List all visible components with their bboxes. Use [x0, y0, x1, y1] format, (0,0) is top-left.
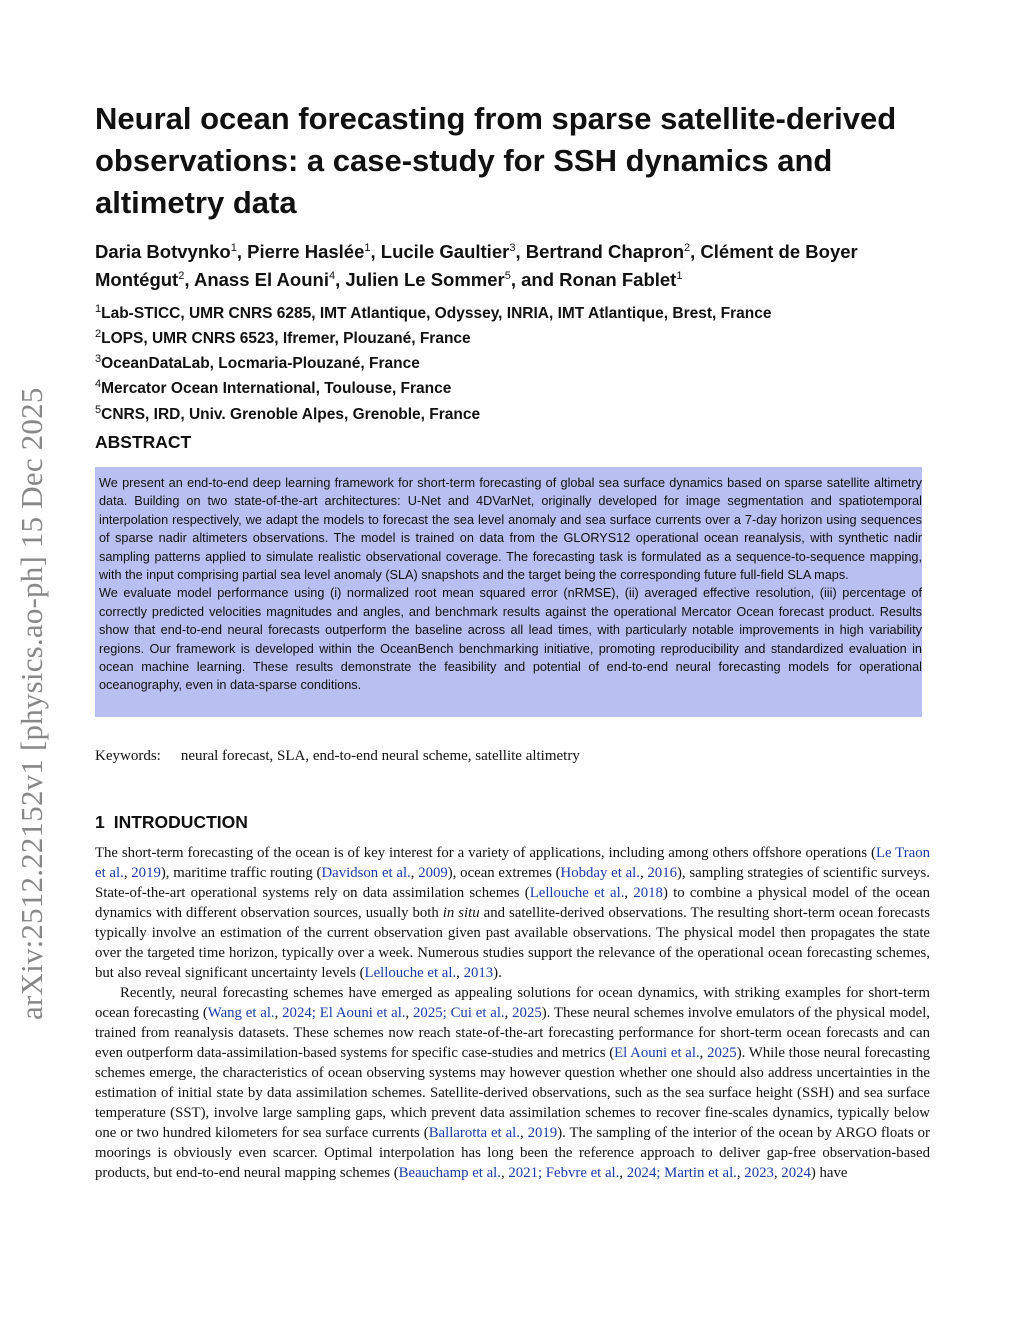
citation-link[interactable]: Martin et al.	[664, 1165, 737, 1181]
citation-link[interactable]: Lellouche et al.	[529, 885, 625, 901]
author-affiliation-mark: 1	[676, 270, 683, 283]
citation-link[interactable]: Hobday et al.	[560, 865, 640, 881]
citation-link[interactable]: ;	[442, 1005, 451, 1021]
keywords-label: Keywords:	[95, 748, 161, 764]
author-affiliation-mark: 2	[684, 242, 691, 254]
author-name: Julien Le Sommer	[345, 269, 505, 291]
author-name: Lucile Gaultier	[380, 241, 510, 263]
citation-link[interactable]: 2019	[131, 865, 161, 881]
citation-link[interactable]: 2019	[527, 1125, 558, 1141]
affiliation-text: Lab-STICC, UMR CNRS 6285, IMT Atlantique, Odyssey, INRIA, IMT Atlantique, Brest, France	[101, 305, 772, 323]
citation-link[interactable]: Cui et al.	[450, 1005, 505, 1021]
section-number: 1	[95, 812, 105, 832]
affiliation-number: 2	[95, 328, 102, 341]
affiliation-item	[95, 349, 935, 374]
citation-link[interactable]: 2024	[626, 1165, 657, 1181]
citation-link[interactable]: ;	[537, 1165, 546, 1181]
citation-link[interactable]: 2025	[707, 1045, 737, 1061]
citation-link[interactable]: 2025	[512, 1005, 542, 1021]
author-name: Clément de Boyer Montégut	[95, 241, 858, 291]
affiliation-text: LOPS, UMR CNRS 6523, Ifremer, Plouzané, France	[101, 330, 471, 348]
author-name: Daria Botvynko	[95, 241, 231, 263]
citation-link[interactable]: Lellouche et al.	[364, 965, 457, 981]
affiliation-text: Mercator Ocean International, Toulouse, France	[101, 380, 452, 398]
author-affiliation-mark: 5	[504, 270, 511, 283]
citation-link[interactable]: Le Traon et al.	[95, 845, 930, 881]
affiliation-number: 3	[95, 353, 102, 366]
citation-link[interactable]: 2021	[508, 1165, 538, 1181]
author-affiliation-mark: 1	[230, 242, 237, 254]
affiliation-list	[95, 299, 935, 425]
citation-link[interactable]: 2025	[413, 1005, 443, 1021]
author-affiliation-mark: 3	[509, 242, 516, 254]
affiliation-item	[95, 324, 935, 349]
citation-link[interactable]: Wang et al.	[207, 1005, 275, 1021]
author-affiliation-mark: 4	[328, 270, 336, 283]
body-paragraph: Recently, neural forecasting schemes have emerged as appealing solutions for ocean dynamics, with striking examples for short-term ocean forecasting (Wang et al., 2024; El Aouni et al., 2025; Cui et al., 2025). These neural schemes involve emulators of the physical model, trained from reanalysis datasets. These schemes now reach state-of-the-art forecasting performance for short-term ocean forecasts and can even outperform data-assimilation-based systems for specific case-studies and metrics (El Aouni et al., 2025). While those neural forecasting schemes emerge, the characteristics of ocean observing systems may however question whether one should also address uncertainties in the estimation of initial state by data assimilation schemes. Satellite-derived observations, such as the sea surface height (SSH) and sea surface temperature (SST), involve large sampling gaps, which prevent data assimilation schemes to recover fine-scales dynamics, typically below one or two hundred kilometers for sea surface currents (Ballarotta et al., 2019). The sampling of the interior of the ocean by ARGO floats or moorings is obviously even scarcer. Optimal interpolation has long been the reference approach to deliver gap-free observation-based products, but end-to-end neural mapping schemes (Beauchamp et al., 2021; Febvre et al., 2024; Martin et al., 2023, 2024) have	[95, 985, 931, 1181]
abstract-box	[95, 467, 922, 717]
author-affiliation-mark: 2	[178, 270, 185, 283]
citation-link[interactable]: Davidson et al.	[321, 865, 411, 881]
keywords-values: neural forecast, SLA, end-to-end neural scheme, satellite altimetry	[180, 748, 580, 764]
introduction-body	[95, 843, 930, 1183]
abstract-paragraph: We present an end-to-end deep learning framework for short-term forecasting of global sea surface dynamics based on sparse satellite altimetry data. Building on two state-of-the-art architectures: U-Net and 4DVarNet, originally developed for image segmentation and spatiotemporal interpolation respectively, we adapt the models to forecast the sea level anomaly and sea surface currents over a 7-day horizon using sequences of sparse nadir altimeters observations. The model is trained on data from the GLORYS12 operational ocean reanalysis, with synthetic nadir sampling patterns applied to simulate realistic observational coverage. The forecasting task is formulated as a sequence-to-sequence mapping, with the input comprising partial sea level anomaly (SLA) snapshots and the target being the corresponding future full-field SLA maps.	[99, 476, 922, 583]
citation-link[interactable]: Febvre et al.	[545, 1165, 620, 1181]
italic-text: in situ	[442, 905, 480, 921]
citation-link[interactable]: Ballarotta et al.	[428, 1125, 520, 1141]
citation-link[interactable]: Beauchamp et al.	[398, 1165, 501, 1181]
citation-link[interactable]: ;	[656, 1165, 665, 1181]
section-heading-introduction	[95, 812, 248, 833]
citation-link[interactable]: 2013	[463, 965, 494, 981]
affiliation-text: CNRS, IRD, Univ. Grenoble Alpes, Grenoble, France	[101, 405, 481, 423]
citation-link[interactable]: 2016	[647, 865, 677, 881]
affiliation-item	[95, 400, 935, 425]
abstract-heading: ABSTRACT	[95, 432, 192, 452]
author-list: Daria Botvynko$^1$, Pierre Haslée$^1$, Lucile Gaultier$^3$, Bertrand Chapron$^2$, Clément de Boyer Montégut$^2$, Anass El Aouni$^4$, Julien Le Sommer$^5$, and Ronan Fablet$^1$	[95, 241, 858, 291]
affiliation-number: 5	[95, 403, 102, 416]
affiliation-number: 1	[95, 303, 102, 315]
affiliation-item	[95, 374, 935, 399]
abstract-paragraph: We evaluate model performance using (i) normalized root mean squared error (nRMSE), (ii) averaged effective resolution, (iii) percentage of correctly predicted velocities magnitudes and angles, and benchmark results against the operational Mercator Ocean forecast product. Results show that end-to-end neural forecasts outperform the baseline across all lead times, with particularly notable improvements in high variability regions. Our framework is developed within the OceanBench benchmarking initiative, promoting reproducibility and standardized evaluation in ocean machine learning. These results demonstrate the feasibility and potential of end-to-end neural forecasting models for operational oceanography, even in data-sparse conditions.	[99, 586, 922, 693]
citation-link[interactable]: El Aouni et al.	[319, 1005, 406, 1021]
author-name: Bertrand Chapron	[525, 241, 685, 263]
author-name: Ronan Fablet	[559, 269, 677, 291]
citation-link[interactable]: El Aouni et al.	[614, 1045, 700, 1061]
citation-link[interactable]: 2024	[282, 1005, 312, 1021]
author-name: Anass El Aouni	[193, 269, 329, 291]
affiliation-text: OceanDataLab, Locmaria-Plouzané, France	[101, 355, 420, 373]
citation-link[interactable]: 2024	[781, 1165, 811, 1181]
author-affiliation-mark: 1	[364, 242, 371, 254]
affiliation-number: 4	[95, 378, 102, 391]
citation-link[interactable]: 2023	[744, 1165, 774, 1181]
body-paragraph: The short-term forecasting of the ocean is of key interest for a variety of applications, including among others offshore operations (Le Traon et al., 2019), maritime traffic routing (Davidson et al., 2009), ocean extremes (Hobday et al., 2016), sampling strategies of scientific surveys. State-of-the-art operational systems rely on data assimilation schemes (Lellouche et al., 2018) to combine a physical model of the ocean dynamics with different observation sources, usually both in situ and satellite-derived observations. The resulting short-term ocean forecasts typically involve an estimation of the current observation given past available observations. The physical model then propagates the state over the targeted time horizon, typically over a week. Numerous studies support the relevance of the operational ocean forecasting schemes, but also reveal significant uncertainty levels (Lellouche et al., 2013).	[95, 845, 931, 981]
citation-link[interactable]: ;	[311, 1005, 320, 1021]
author-name: Pierre Haslée	[247, 241, 365, 263]
arxiv-identifier-stamp: arXiv:2512.22152v1 [physics.ao-ph] 15 Dec 2025	[14, 387, 49, 1020]
paper-title: Neural ocean forecasting from sparse satellite-derived observations: a case-study for SSH dynamics and altimetry data	[95, 101, 897, 220]
citation-link[interactable]: 2018	[633, 885, 663, 901]
citation-link[interactable]: 2009	[418, 865, 448, 881]
section-title: INTRODUCTION	[113, 812, 248, 832]
affiliation-item	[95, 299, 935, 324]
keywords-line	[95, 748, 580, 765]
